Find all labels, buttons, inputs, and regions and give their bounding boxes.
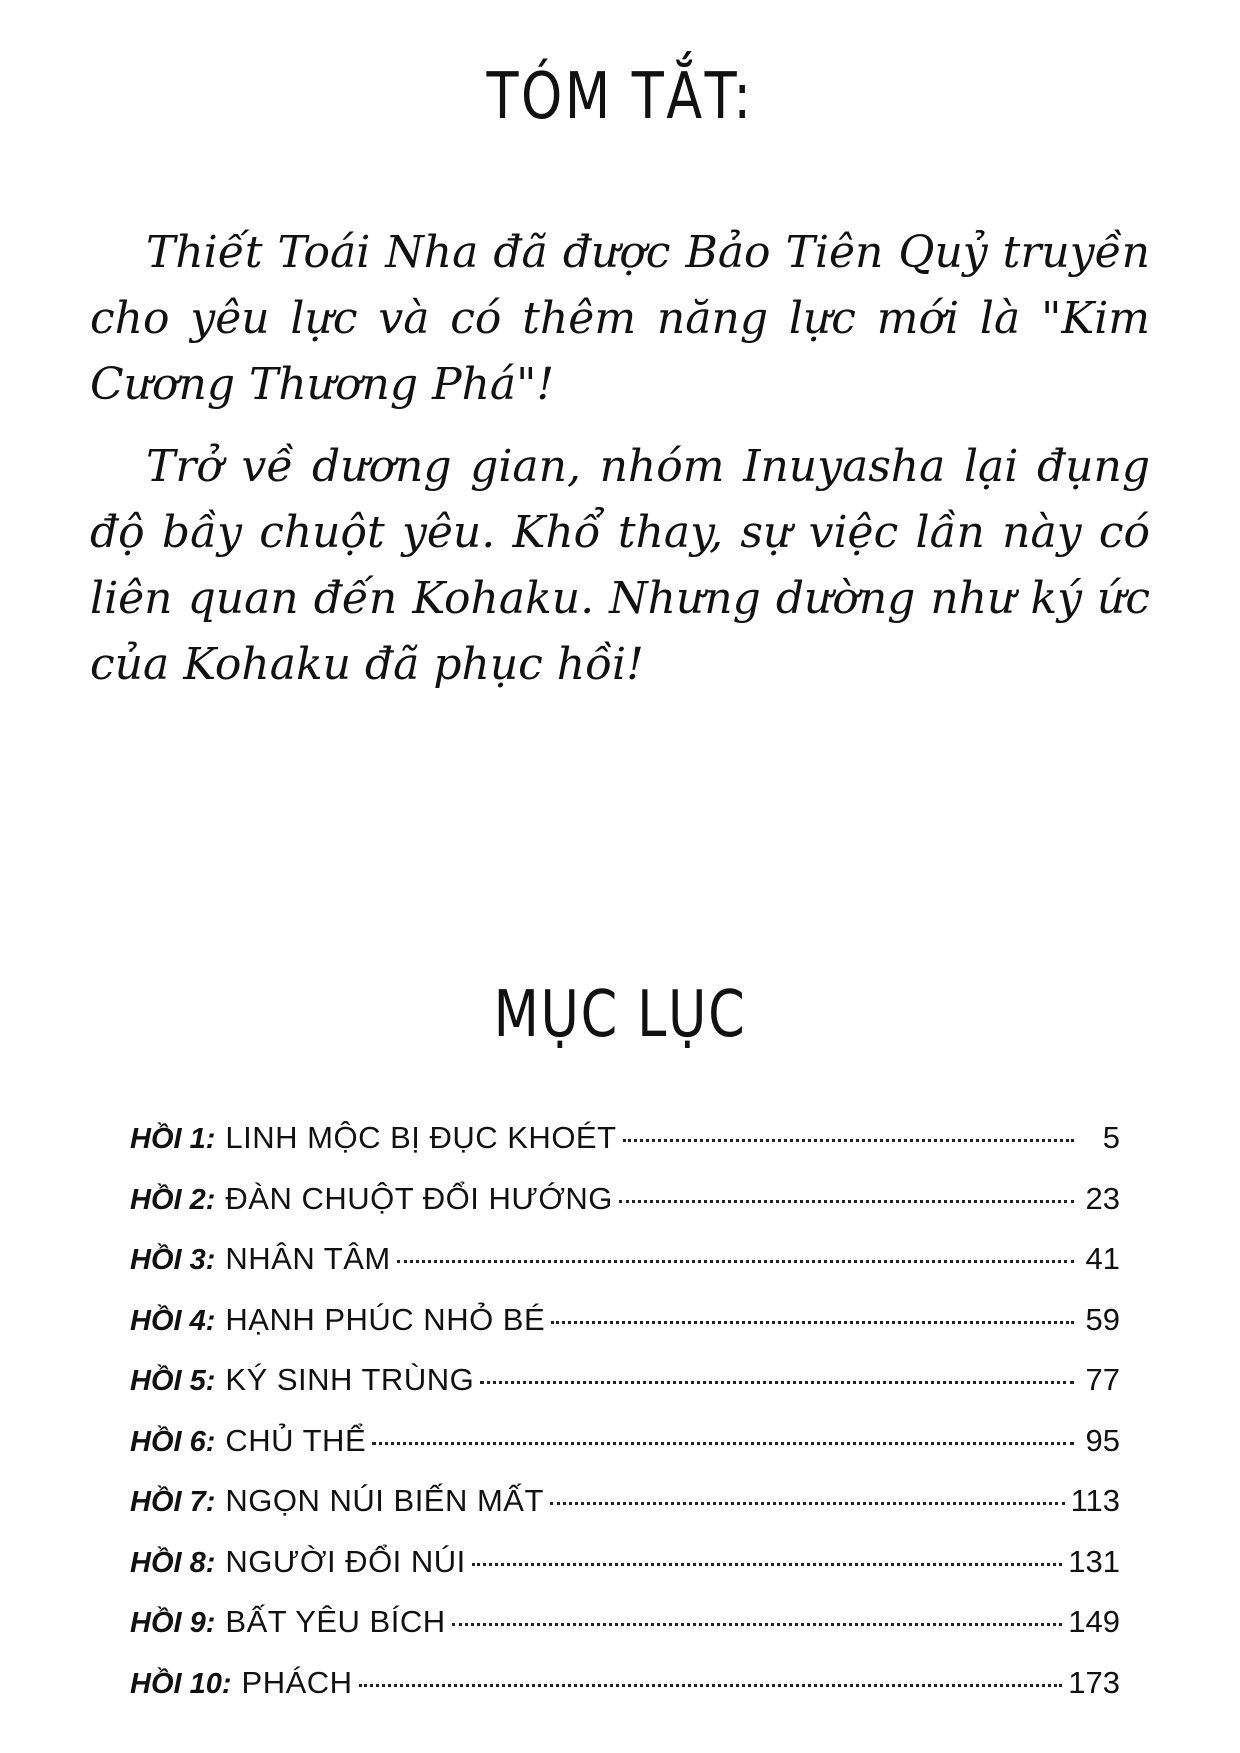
page-number: 77 bbox=[1085, 1362, 1120, 1397]
dot-leader bbox=[397, 1260, 1074, 1263]
page-number: 5 bbox=[1102, 1120, 1120, 1155]
toc-entry bbox=[130, 1169, 1120, 1230]
toc-entry bbox=[130, 1532, 1120, 1593]
chapter-title: HẠNH PHÚC NHỎ BÉ bbox=[225, 1301, 546, 1337]
chapter-title: PHÁCH bbox=[241, 1664, 353, 1700]
chapter-label: HỒI 7: bbox=[130, 1486, 216, 1518]
table-of-contents bbox=[130, 1108, 1120, 1713]
page-number: 59 bbox=[1085, 1301, 1120, 1337]
dot-leader bbox=[550, 1502, 1065, 1505]
toc-entry bbox=[130, 1350, 1120, 1411]
summary-paragraph: Trở về dương gian, nhóm Inuyasha lại đụng độ bầy chuột yêu. Khổ thay, sự việc lần này có liên quan đến Kohaku. Nhưng dường như ký ức của Kohaku đã phục hồi! bbox=[90, 441, 1150, 690]
toc-entry bbox=[130, 1653, 1120, 1714]
chapter-title: CHỦ THỂ bbox=[225, 1422, 367, 1458]
chapter-label: HỒI 1: bbox=[130, 1123, 216, 1155]
summary-paragraph: Thiết Toái Nha đã được Bảo Tiên Quỷ truyền cho yêu lực và có thêm năng lực mới là "Kim Cương Thương Phá"! bbox=[90, 227, 1150, 410]
page-number: 95 bbox=[1085, 1422, 1120, 1458]
dot-leader bbox=[623, 1139, 1074, 1142]
chapter-label: HỒI 10: bbox=[130, 1667, 232, 1700]
chapter-label: HỒI 2: bbox=[130, 1183, 216, 1216]
toc-entry bbox=[130, 1290, 1120, 1351]
page-number: 41 bbox=[1085, 1241, 1120, 1276]
chapter-label: HỒI 8: bbox=[130, 1546, 216, 1579]
chapter-title: ĐÀN CHUỘT ĐỔI HƯỚNG bbox=[225, 1180, 613, 1216]
dot-leader bbox=[551, 1321, 1074, 1324]
toc-entry bbox=[130, 1411, 1120, 1472]
chapter-label: HỒI 4: bbox=[130, 1304, 216, 1337]
dot-leader bbox=[619, 1200, 1074, 1203]
toc-entry bbox=[130, 1471, 1120, 1532]
dot-leader bbox=[480, 1381, 1074, 1384]
chapter-title: NGỌN NÚI BIẾN MẤT bbox=[225, 1483, 544, 1518]
dot-leader bbox=[472, 1563, 1062, 1566]
toc-heading: MỤC LỤC bbox=[493, 978, 747, 1052]
dot-leader bbox=[372, 1442, 1074, 1445]
page-number: 149 bbox=[1068, 1604, 1120, 1639]
toc-entry bbox=[130, 1229, 1120, 1290]
chapter-title: KÝ SINH TRÙNG bbox=[225, 1362, 475, 1397]
chapter-label: HỒI 5: bbox=[130, 1365, 216, 1397]
dot-leader bbox=[359, 1684, 1063, 1687]
chapter-label: HỒI 9: bbox=[130, 1607, 216, 1639]
toc-entry bbox=[130, 1108, 1120, 1169]
page-number: 173 bbox=[1068, 1664, 1120, 1700]
chapter-label: HỒI 3: bbox=[130, 1244, 216, 1276]
page-number: 23 bbox=[1085, 1180, 1120, 1216]
page-number: 113 bbox=[1070, 1483, 1120, 1518]
dot-leader bbox=[452, 1623, 1063, 1626]
summary-body bbox=[90, 220, 1150, 714]
chapter-label: HỒI 6: bbox=[130, 1425, 216, 1458]
chapter-title: NHÂN TÂM bbox=[225, 1241, 391, 1276]
chapter-title: NGƯỜI ĐỔI NÚI bbox=[225, 1543, 466, 1579]
toc-entry bbox=[130, 1592, 1120, 1653]
summary-heading: TÓM TẮT: bbox=[486, 60, 754, 134]
chapter-title: BẤT YÊU BÍCH bbox=[225, 1604, 446, 1639]
chapter-title: LINH MỘC BỊ ĐỤC KHOÉT bbox=[225, 1120, 617, 1155]
page-number: 131 bbox=[1068, 1543, 1120, 1579]
